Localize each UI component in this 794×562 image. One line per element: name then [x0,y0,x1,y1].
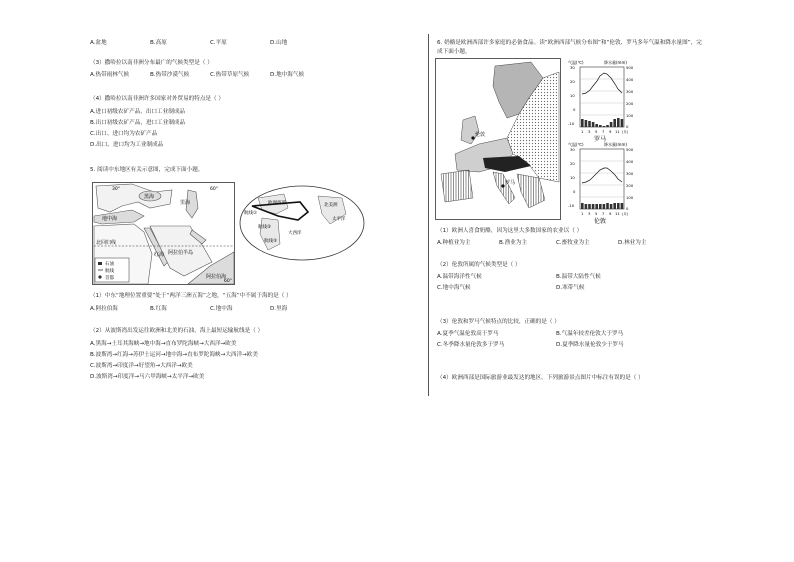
label-route-a: 航线① [244,211,258,216]
rome-rtick-400: 400 [626,77,634,82]
rome-temp-axis: 气温(℃) [568,60,584,65]
q6-sub3-option-c: C.冬季降水量伦敦多于罗马 [437,342,505,348]
q6-sub1-option-a: A.种植业为主 [437,240,471,246]
london-x-3: 3 [588,211,591,216]
prev-option-b: B.高原 [150,40,167,46]
rome-rtick-300: 300 [626,89,634,94]
q3-option-c: C.热带草原气候 [210,72,250,78]
q6-sub3-option-d: D.夏季降水量伦敦少于罗马 [556,342,624,348]
world-route-map [238,184,366,262]
q5-sub1-option-d: D.里海 [270,306,288,312]
prev-option-a: A.盆地 [90,40,107,46]
label-arabian-sea: 阿拉伯海 [206,274,227,280]
london-chart-title: 伦敦 [594,218,607,224]
map-label-rome: 罗马 [505,180,516,186]
q3-option-d: D.地中海气候 [270,72,305,78]
q4-option-a: A.进口初级农矿产品，出口工业制成品 [90,109,186,115]
london-x-unit: (月) [622,212,629,216]
london-tick-30: 30 [570,147,575,152]
rome-x-unit: (月) [622,130,629,134]
rome-tick-20: 20 [570,79,575,84]
label-mediterranean: 地中海 [102,216,118,222]
q5-sub2-option-a: A.黑海→土耳其海峡→地中海→直布罗陀海峡→大西洋→欧美 [90,341,237,347]
london-x-11: 11 [615,211,620,216]
q5-sub1-option-b: B.红海 [150,306,167,312]
rome-x-5: 5 [595,129,598,134]
label-atlantic: 大西洋 [288,231,302,236]
q6-sub1-stem: （1）欧洲人喜食奶酪，因为这里大多数国家的农业以（ ） [437,228,583,234]
q6-sub1-option-c: C.畜牧业为主 [556,240,590,246]
rome-x-3: 3 [588,129,591,134]
prev-option-c: C.平原 [210,40,227,46]
rome-x-9: 9 [609,129,612,134]
london-x-7: 7 [602,211,605,216]
london-tick-10: 10 [570,175,575,180]
map-label-london: 伦敦 [475,132,486,138]
rome-x-7: 7 [602,129,605,134]
q6-sub2-option-d: D.寒带气候 [556,285,585,291]
rome-precip-axis: 降水量(mm) [604,60,627,65]
column-divider [428,34,429,396]
q6-sub2-option-a: A.温带海洋性气候 [437,274,482,280]
q4-option-b: B.出口初级农矿产品，进口工业制成品 [90,120,186,126]
q6-sub4-stem: （4）欧洲西部是国际旅游业最发达的地区。下列旅游景点图片中标注有误的是（ ） [437,375,644,381]
label-europe-west: 欧洲西部 [268,201,286,206]
london-tick-20: 20 [570,161,575,166]
rome-rtick-200: 200 [626,101,634,106]
q6-sub1-option-d: D.林业为主 [618,240,647,246]
label-lon-bottom: 60° [224,279,232,284]
q6-sub2-option-c: C.地中海气候 [437,285,471,291]
q6-sub1-option-b: B.渔业为主 [499,240,527,246]
rome-x-1: 1 [581,129,584,134]
rome-rtick-100: 100 [626,113,634,118]
legend-oil-label: 石油 [105,262,114,267]
q3-stem: （3）撒哈拉以南非洲分布最广的气候类型是（ ） [90,60,213,66]
q5-intro: 5. 阅读中东地区有关示意图，完成下面小题。 [90,167,204,173]
london-rtick-0: 0 [626,206,629,211]
london-x-5: 5 [595,211,598,216]
q5-sub1-option-a: A.阿拉伯海 [90,306,118,312]
legend-capital-label: 首都 [105,276,114,281]
london-tick-0: 0 [573,189,576,194]
q5-sub2-option-d: D.波斯湾→印度洋→马六甲海峡→太平洋→欧美 [90,374,205,380]
legend-oil-swatch [98,262,102,265]
london-rtick-100: 100 [626,195,634,200]
label-arabian-peninsula: 阿拉伯半岛 [168,250,194,256]
q5-sub2-stem: （2）从波斯湾出发运往欧洲和北美的石油，海上最短运输航线是（ ） [90,328,264,334]
q5-sub1-option-c: C.地中海 [210,306,233,312]
q6-sub3-stem: （3）伦敦和罗马气候特点的比较，正确的是（ ） [437,319,560,325]
q4-option-d: D.出口、进口均为工业制成品 [90,142,164,148]
london-x-1: 1 [581,211,584,216]
q5-sub2-option-b: B.波斯湾→红海→苏伊士运河→地中海→直布罗陀海峡→大西洋→欧美 [90,352,258,358]
rome-rtick-0: 0 [626,124,629,129]
label-route-b: 航线② [258,225,272,230]
london-rtick-300: 300 [626,171,634,176]
label-north-tropic: 北回归线 [96,240,117,246]
rome-tick-n10: -10 [568,121,575,126]
rome-climate-chart [566,58,636,142]
london-climate-chart [566,140,636,224]
label-black-sea: 黑海 [144,194,155,200]
prev-option-d: D.山地 [270,40,288,46]
label-lon-left: 30° [112,187,120,192]
london-precip-axis: 降水量(mm) [604,142,627,147]
london-rtick-500: 500 [626,147,634,152]
rome-chart-title: 罗马 [594,136,607,142]
q4-stem: （4）撒哈拉以南非洲许多国家对外贸易的特点是（ ） [90,96,224,102]
rome-tick-10: 10 [570,93,575,98]
q6-intro-line1: 6. 奶酪是欧洲西部许多家庭的必备食品。读“欧洲西部气候分布图”和“伦敦、罗马多年气温和降水量图”，完 [437,40,702,46]
q3-option-b: B.热带沙漠气候 [150,72,190,78]
label-caspian-sea: 里海 [180,200,191,206]
rome-tick-0: 0 [573,107,576,112]
london-rtick-400: 400 [626,159,634,164]
london-tick-n10: -10 [568,203,575,208]
rome-rtick-500: 500 [626,65,634,70]
legend-capital-swatch [98,275,101,278]
london-x-9: 9 [609,211,612,216]
label-red-sea: 红海 [154,252,165,258]
london-rtick-200: 200 [626,183,634,188]
q6-sub3-option-a: A.夏季气温伦敦高于罗马 [437,331,499,337]
label-north-america: 北美洲 [324,203,338,208]
legend-route-label: 航线 [105,269,114,274]
london-temp-axis: 气温(℃) [568,142,584,147]
middle-east-map [92,182,235,285]
q3-option-a: A.热带雨林气候 [90,72,130,78]
q5-sub2-option-c: C.波斯湾→印度洋→好望角→大西洋→欧美 [90,363,193,369]
label-lon-right: 60° [210,187,218,192]
q6-intro-line2: 成下面小题。 [437,49,471,55]
q6-sub2-stem: （2）伦敦所属的气候类型是（ ） [437,262,521,268]
rome-tick-30: 30 [570,65,575,70]
q4-option-c: C.出口、进口均为农矿产品 [90,131,158,137]
rome-x-11: 11 [615,129,620,134]
q6-sub2-option-b: B.温带大陆性气候 [556,274,601,280]
europe-climate-map [435,58,561,220]
q6-sub3-option-b: B.气温年较差伦敦大于罗马 [556,331,624,337]
label-route-c: 航线③ [264,239,278,244]
label-pacific: 太平洋 [332,217,346,222]
q5-sub1-stem: （1）中东“地理位置重要”处于“两洋三洲五海”之地，“五海”中不属于海的是（ ） [90,293,292,299]
